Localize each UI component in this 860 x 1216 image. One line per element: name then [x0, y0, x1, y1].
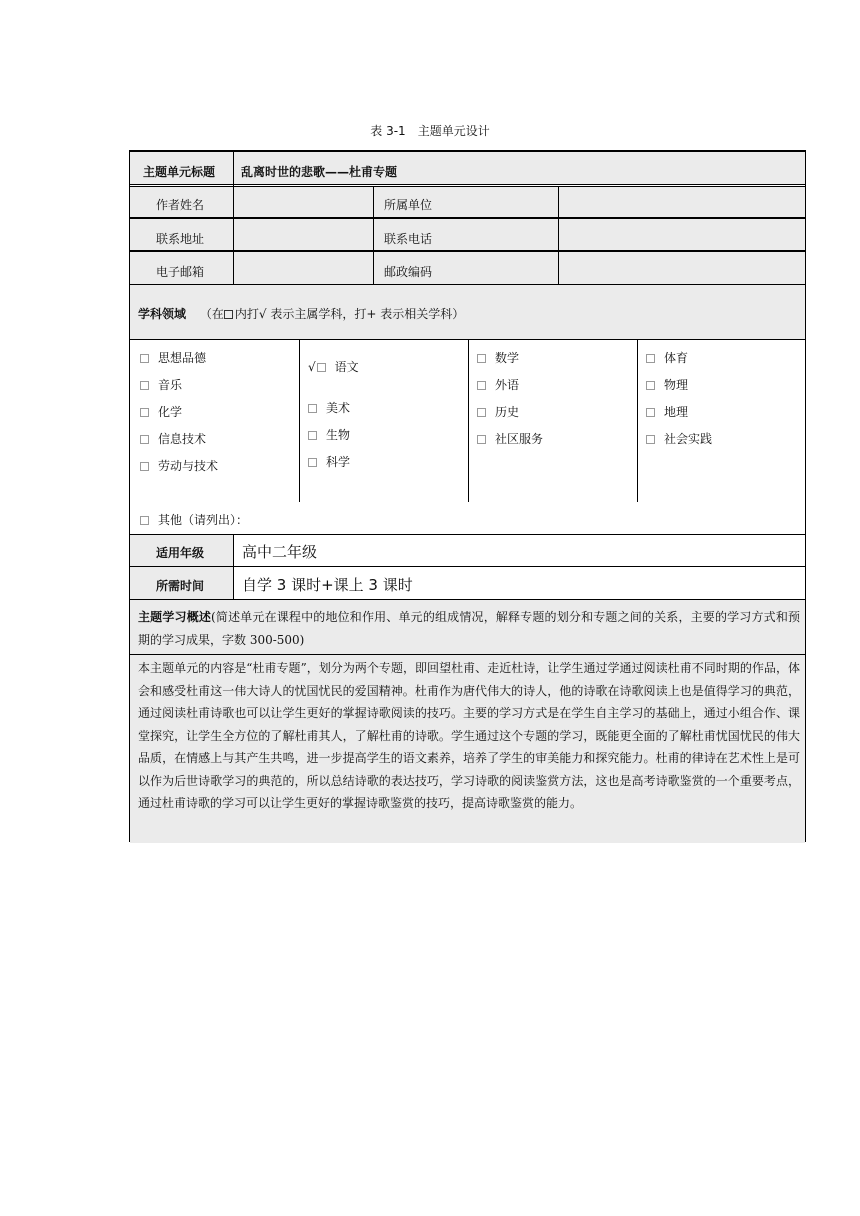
subject-item[interactable]: 社区服务: [477, 431, 543, 447]
subject-item[interactable]: 体育: [646, 350, 688, 366]
overview-header: [138, 606, 800, 651]
checkbox-icon[interactable]: [477, 381, 486, 390]
subject-item-main[interactable]: √ 语文: [308, 360, 359, 374]
checkbox-icon[interactable]: [140, 516, 149, 525]
checkbox-icon[interactable]: [646, 435, 655, 444]
subject-item[interactable]: 地理: [646, 404, 688, 420]
checkbox-icon[interactable]: [308, 404, 317, 413]
grade-label: 适用年级: [156, 546, 205, 560]
subject-item[interactable]: 社会实践: [646, 431, 712, 447]
phone-label: 联系电话: [384, 232, 433, 246]
subject-item[interactable]: 化学: [140, 404, 182, 420]
table-caption: 表 3-1 主题单元设计: [370, 124, 490, 138]
subject-item[interactable]: 物理: [646, 377, 688, 393]
checkbox-icon[interactable]: [140, 435, 149, 444]
subject-item[interactable]: 美术: [308, 400, 350, 416]
checkbox-icon[interactable]: [140, 354, 149, 363]
email-label: 电子邮箱: [156, 265, 205, 279]
subject-item[interactable]: 信息技术: [140, 431, 206, 447]
address-label: 联系地址: [156, 232, 205, 246]
subject-item[interactable]: 历史: [477, 404, 519, 420]
theme-unit-table: [129, 150, 806, 842]
subject-item[interactable]: 科学: [308, 454, 350, 470]
theme-title-label: 主题单元标题: [143, 165, 216, 179]
checkbox-icon[interactable]: [140, 408, 149, 417]
title-row-bg: [130, 152, 805, 185]
overview-hint: (简述单元在课程中的地位和作用、单元的组成情况，解释专题的划分和专题之间的关系，主要的学习方式和预期的学习成果，字数 300-500): [138, 610, 800, 647]
checkbox-icon[interactable]: [646, 381, 655, 390]
subject-area-label: 学科领域: [138, 307, 187, 321]
contact-rows-bg: [130, 187, 805, 284]
checkbox-icon[interactable]: [140, 462, 149, 471]
overview-label: 主题学习概述: [138, 610, 212, 624]
checkbox-icon[interactable]: [477, 354, 486, 363]
author-label: 作者姓名: [156, 198, 205, 212]
checkbox-icon[interactable]: [308, 431, 317, 440]
checkbox-icon[interactable]: [477, 435, 486, 444]
subject-item[interactable]: 数学: [477, 350, 519, 366]
checkbox-icon[interactable]: [308, 458, 317, 467]
postcode-label: 邮政编码: [384, 265, 433, 279]
checkbox-icon[interactable]: [646, 354, 655, 363]
checkbox-icon[interactable]: [140, 381, 149, 390]
subject-item[interactable]: 生物: [308, 427, 350, 443]
subject-area-note-post: 内打√ 表示主属学科，打+ 表示相关学科）: [234, 307, 465, 321]
checkbox-icon[interactable]: [317, 363, 326, 372]
subject-item[interactable]: 音乐: [140, 377, 182, 393]
subject-item[interactable]: 外语: [477, 377, 519, 393]
subject-item[interactable]: 思想品德: [140, 350, 206, 366]
time-value[interactable]: 自学 3 课时+课上 3 课时: [242, 576, 413, 594]
grade-value[interactable]: 高中二年级: [242, 543, 318, 561]
subject-item[interactable]: 劳动与技术: [140, 458, 218, 474]
theme-title-value[interactable]: 乱离时世的悲歌——杜甫专题: [241, 165, 398, 179]
subject-other[interactable]: 其他（请列出）：: [140, 512, 248, 528]
unit-label: 所属单位: [384, 198, 433, 212]
overview-text[interactable]: 本主题单元的内容是“杜甫专题”，划分为两个专题，即回望杜甫、走近杜诗，让学生通过学通过阅读杜甫不同时期的作品，体会和感受杜甫这一伟大诗人的忧国忧民的爱国精神。杜甫作为唐代伟大的诗人，他的诗歌在诗歌阅读上也是值得学习的典范，通过阅读杜甫诗歌也可以让学生更好的掌握诗歌阅读的技巧。主要的学习方式是在学生自主学习的基础上，通过小组合作、课堂探究，让学生全方位的了解杜甫其人，了解杜甫的诗歌。学生通过这个专题的学习，既能更全面的了解杜甫忧国忧民的伟大品质，在情感上与其产生共鸣，进一步提高学生的语文素养，培养了学生的审美能力和探究能力。杜甫的律诗在艺术性上是可以作为后世诗歌学习的典范的，所以总结诗歌的表达技巧，学习诗歌的阅读鉴赏方法，这也是高考诗歌鉴赏的一个重要考点，通过杜甫诗歌的学习可以让学生更好的掌握诗歌鉴赏的技巧，提高诗歌鉴赏的能力。: [138, 661, 800, 810]
subject-area-header: [138, 305, 464, 322]
checkbox-icon[interactable]: [477, 408, 486, 417]
subject-area-note-pre: （在: [199, 307, 224, 321]
main-mark: √: [308, 360, 316, 374]
time-label: 所需时间: [156, 579, 205, 593]
checkbox-sample-icon: [224, 310, 233, 319]
checkbox-icon[interactable]: [646, 408, 655, 417]
